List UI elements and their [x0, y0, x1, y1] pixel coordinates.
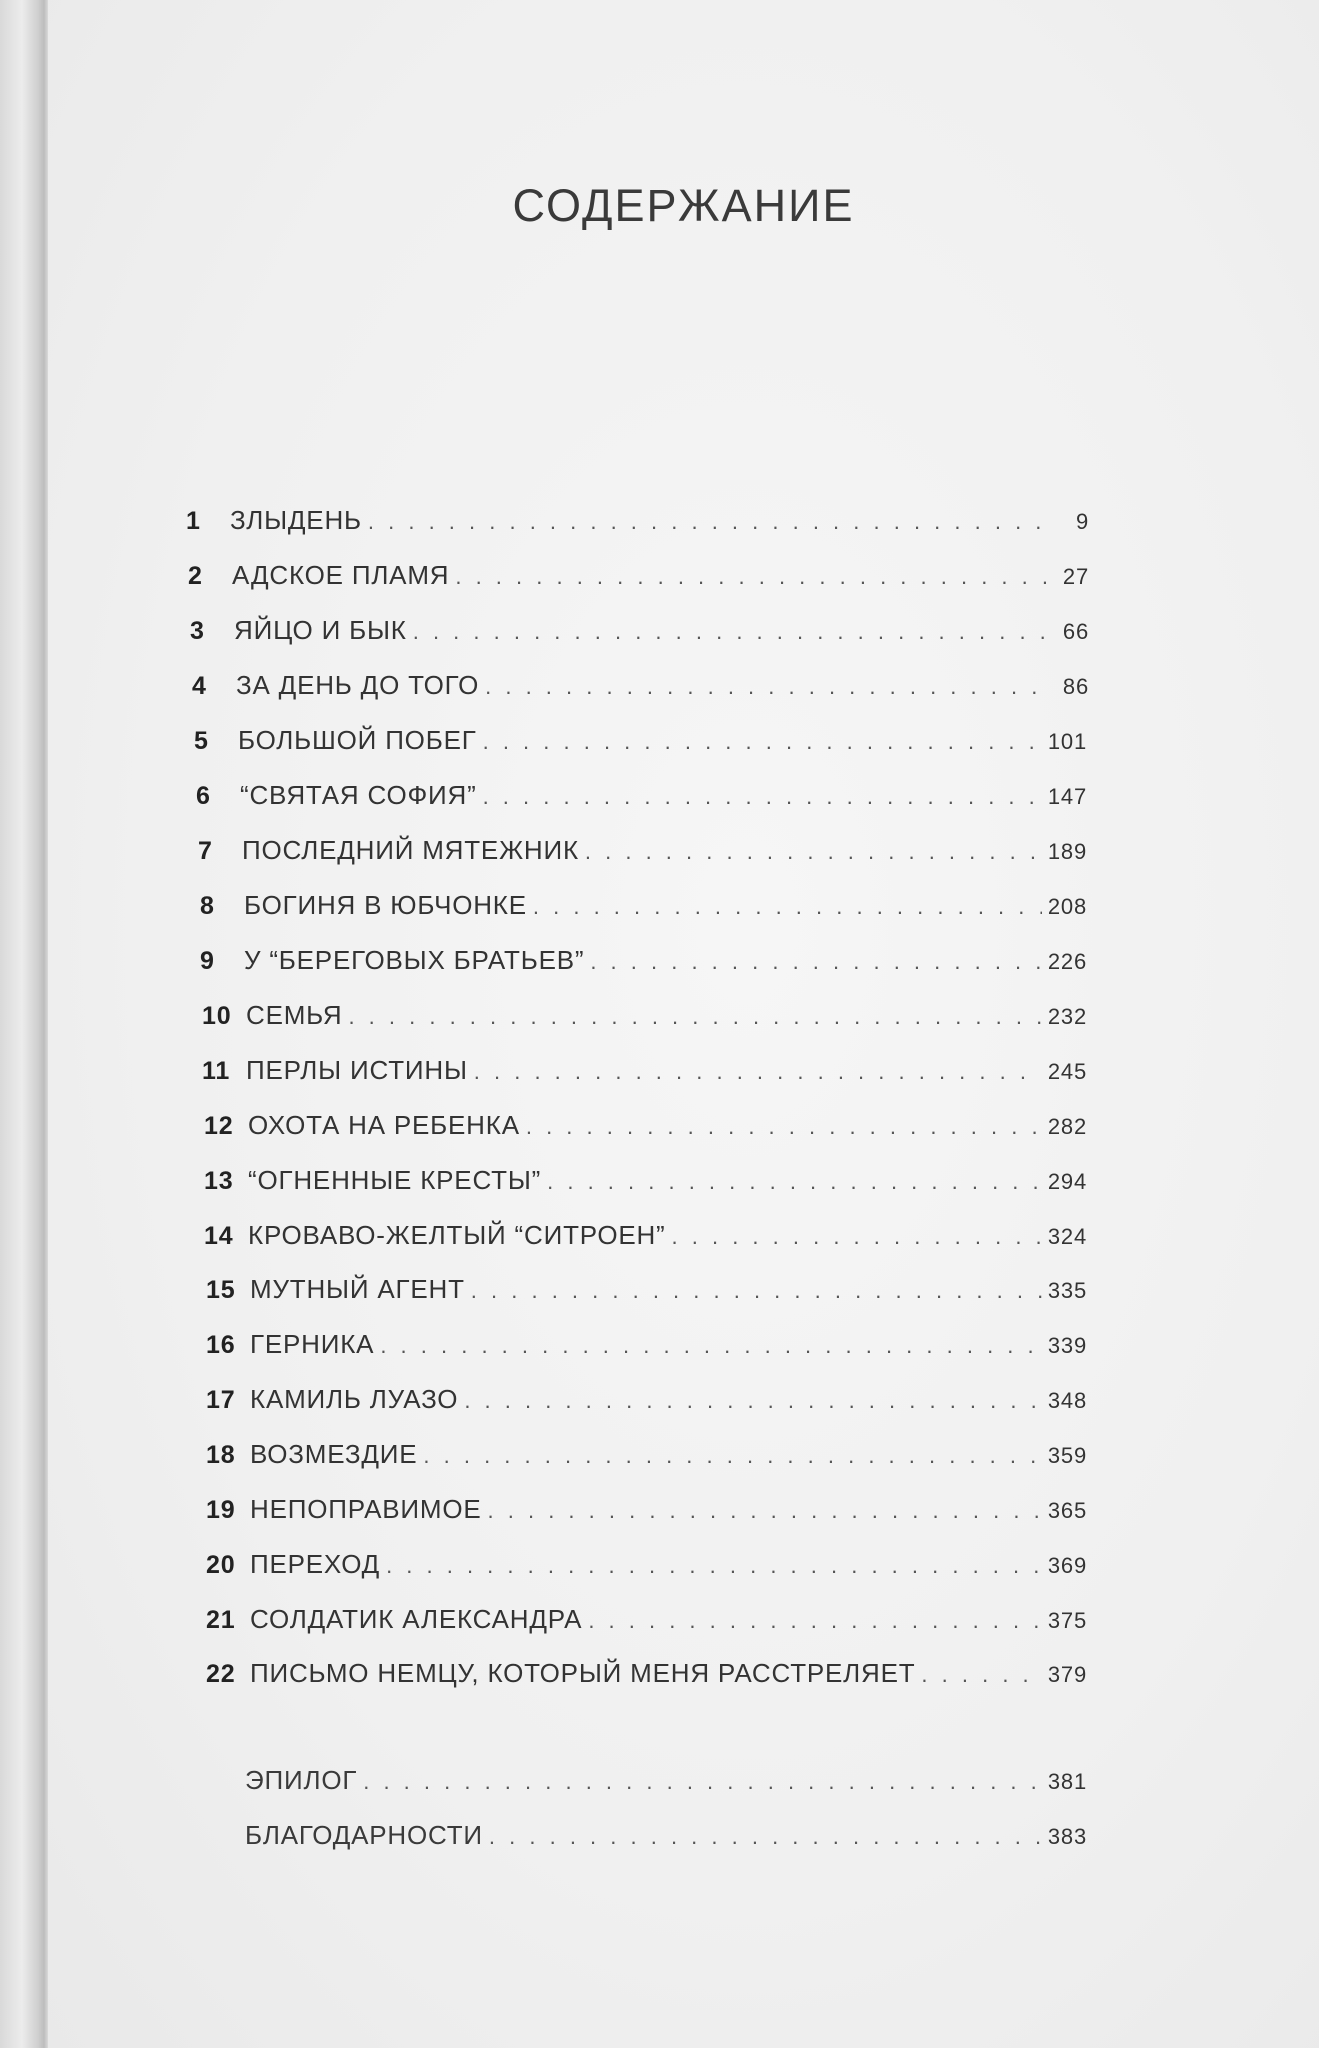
dot-leader — [348, 1004, 1041, 1030]
dot-leader — [672, 1224, 1042, 1250]
toc-row — [206, 1329, 1087, 1360]
chapter-title: ЯЙЦО И БЫК — [234, 615, 407, 645]
chapter-title: НЕПОПРАВИМОЕ — [250, 1494, 482, 1524]
chapter-title: “ОГНЕННЫЕ КРЕСТЫ” — [248, 1165, 542, 1195]
page-number: 294 — [1047, 1169, 1087, 1194]
dot-leader — [368, 509, 1053, 535]
section-title: БЛАГОДАРНОСТИ — [245, 1820, 483, 1850]
dot-leader — [488, 1498, 1042, 1524]
page-number: 282 — [1047, 1114, 1087, 1139]
chapter-number: 4 — [192, 672, 207, 700]
chapter-title: СОЛДАТИК АЛЕКСАНДРА — [250, 1604, 583, 1634]
toc-row — [204, 1165, 1087, 1196]
page-number: 339 — [1047, 1333, 1087, 1358]
toc-row — [204, 1220, 1087, 1251]
page-number: 208 — [1047, 894, 1087, 919]
toc-row — [202, 1000, 1087, 1031]
page-number: 226 — [1047, 949, 1087, 974]
dot-leader — [471, 1278, 1042, 1304]
chapter-title: У “БЕРЕГОВЫХ БРАТЬЕВ” — [244, 945, 585, 975]
chapter-title: БОЛЬШОЙ ПОБЕГ — [238, 725, 477, 755]
toc-row — [194, 725, 1087, 756]
dot-leader — [423, 1443, 1042, 1469]
page-number: 101 — [1047, 729, 1087, 754]
toc-row — [198, 835, 1087, 866]
chapter-number: 3 — [190, 617, 205, 645]
chapter-title: ЗА ДЕНЬ ДО ТОГО — [236, 670, 480, 700]
toc-row — [202, 1055, 1087, 1086]
chapter-title: “СВЯТАЯ СОФИЯ” — [240, 780, 477, 810]
page-number: 27 — [1062, 564, 1089, 589]
page-number: 324 — [1047, 1224, 1087, 1249]
page-number: 383 — [1047, 1824, 1087, 1849]
dot-leader — [533, 894, 1042, 920]
chapter-number: 15 — [206, 1276, 236, 1304]
dot-leader — [489, 1824, 1042, 1850]
chapter-title: АДСКОЕ ПЛАМЯ — [232, 560, 450, 590]
chapter-number: 7 — [198, 837, 213, 865]
toc-row — [192, 670, 1089, 701]
dot-leader — [386, 1553, 1042, 1579]
chapter-number: 16 — [206, 1331, 236, 1359]
toc-row — [206, 1274, 1087, 1305]
page-number: 147 — [1047, 784, 1087, 809]
dot-leader — [483, 784, 1042, 810]
dot-leader — [921, 1662, 1041, 1688]
page-number: 189 — [1047, 839, 1087, 864]
chapter-title: ПЕРЛЫ ИСТИНЫ — [246, 1055, 468, 1085]
page-number: 381 — [1047, 1769, 1087, 1794]
chapter-number: 21 — [206, 1606, 236, 1634]
page-number: 66 — [1062, 619, 1089, 644]
dot-leader — [485, 674, 1053, 700]
section-title: ЭПИЛОГ — [245, 1765, 358, 1795]
page-number: 375 — [1047, 1608, 1087, 1633]
toc-row — [200, 945, 1087, 976]
chapter-title: СЕМЬЯ — [246, 1000, 343, 1030]
toc-row — [206, 1658, 1087, 1689]
chapter-number: 9 — [200, 947, 215, 975]
page-number: 359 — [1047, 1443, 1087, 1468]
chapter-number: 1 — [186, 507, 201, 535]
page-number: 9 — [1075, 509, 1089, 534]
chapter-title: ОХОТА НА РЕБЕНКА — [248, 1110, 520, 1140]
dot-leader — [547, 1169, 1042, 1195]
page-number: 348 — [1047, 1388, 1087, 1413]
chapter-number: 18 — [206, 1441, 236, 1469]
chapter-number: 17 — [206, 1386, 236, 1414]
toc-row — [190, 615, 1089, 646]
dot-leader — [380, 1333, 1042, 1359]
dot-leader — [464, 1388, 1042, 1414]
chapter-title: ПИСЬМО НЕМЦУ, КОТОРЫЙ МЕНЯ РАССТРЕЛЯЕТ — [250, 1658, 916, 1688]
toc-row — [206, 1439, 1087, 1470]
chapter-title: ПЕРЕХОД — [250, 1549, 381, 1579]
chapter-number: 6 — [196, 782, 211, 810]
dot-leader — [363, 1769, 1042, 1795]
chapter-title: ЗЛЫДЕНЬ — [230, 505, 362, 535]
toc-row — [196, 780, 1087, 811]
chapter-title: БОГИНЯ В ЮБЧОНКЕ — [244, 890, 527, 920]
chapter-number: 22 — [206, 1660, 236, 1688]
dot-leader — [588, 1608, 1042, 1634]
dot-leader — [590, 949, 1042, 975]
chapter-number: 8 — [200, 892, 215, 920]
dot-leader — [455, 564, 1053, 590]
chapter-title: ПОСЛЕДНИЙ МЯТЕЖНИК — [242, 835, 579, 865]
dot-leader — [585, 839, 1042, 865]
chapter-title: КАМИЛЬ ЛУАЗО — [250, 1384, 459, 1414]
page-number: 379 — [1047, 1662, 1087, 1687]
chapter-title: ВОЗМЕЗДИЕ — [250, 1439, 418, 1469]
toc-row — [206, 1384, 1087, 1415]
page-number: 232 — [1047, 1004, 1087, 1029]
page-number: 365 — [1047, 1498, 1087, 1523]
toc-row — [206, 1549, 1087, 1580]
chapter-number: 20 — [206, 1551, 236, 1579]
chapter-number: 11 — [202, 1057, 231, 1085]
book-page — [48, 0, 1319, 2048]
toc-row — [206, 1604, 1087, 1635]
chapter-title: ГЕРНИКА — [250, 1329, 375, 1359]
page-title: СОДЕРЖАНИЕ — [512, 180, 855, 231]
chapter-number: 2 — [188, 562, 203, 590]
toc-row-acknowledgements — [245, 1820, 1087, 1851]
chapter-number: 5 — [194, 727, 209, 755]
toc-row-epilogue — [245, 1765, 1087, 1796]
toc-row — [186, 505, 1089, 536]
page-number: 335 — [1047, 1278, 1087, 1303]
toc-row — [188, 560, 1089, 591]
dot-leader — [483, 729, 1042, 755]
chapter-number: 19 — [206, 1496, 236, 1524]
page-number: 245 — [1047, 1059, 1087, 1084]
dot-leader — [526, 1114, 1042, 1140]
chapter-number: 14 — [204, 1222, 234, 1250]
toc-row — [204, 1110, 1087, 1141]
toc-row — [206, 1494, 1087, 1525]
chapter-title: КРОВАВО-ЖЕЛТЫЙ “СИТРОЕН” — [248, 1220, 666, 1250]
chapter-number: 13 — [204, 1167, 234, 1195]
dot-leader — [413, 619, 1053, 645]
dot-leader — [474, 1059, 1042, 1085]
chapter-title: МУТНЫЙ АГЕНТ — [250, 1274, 465, 1304]
page-number: 369 — [1047, 1553, 1087, 1578]
page-number: 86 — [1062, 674, 1089, 699]
chapter-number: 10 — [202, 1002, 232, 1030]
chapter-number: 12 — [204, 1112, 234, 1140]
table-of-contents — [48, 0, 1319, 2048]
toc-row — [200, 890, 1087, 921]
